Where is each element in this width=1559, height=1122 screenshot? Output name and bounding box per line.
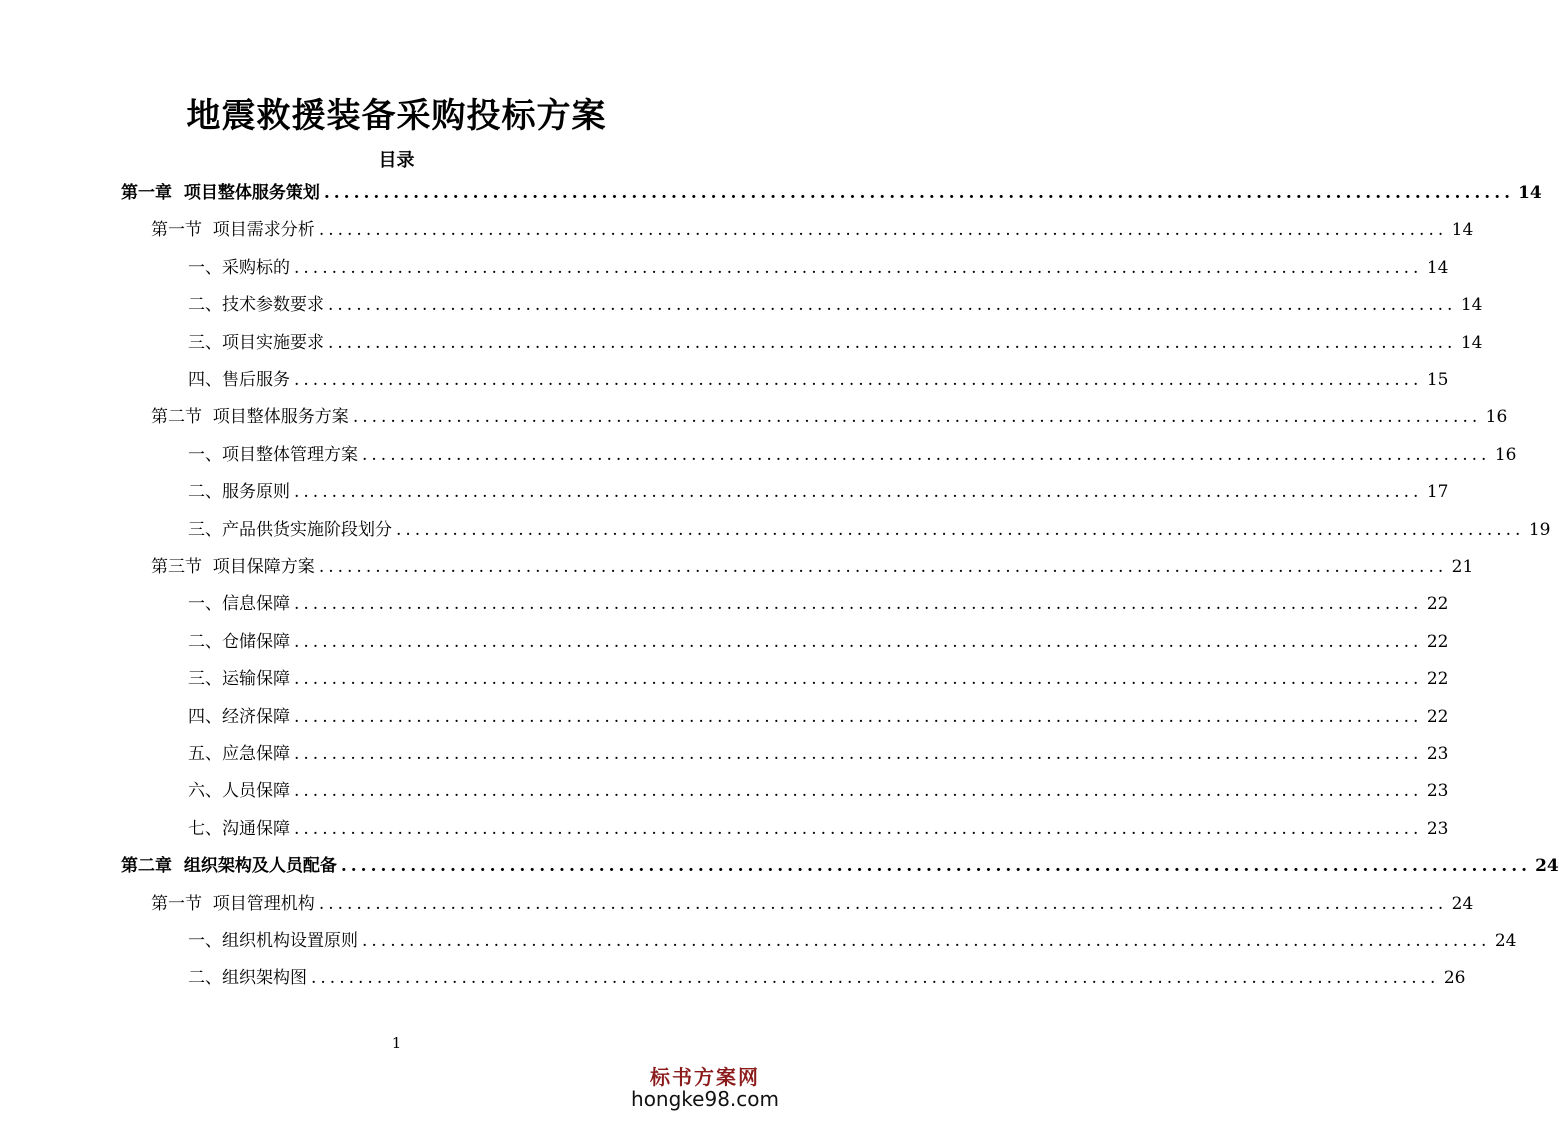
toc-entry-text: 第一节 项目管理机构 (151, 893, 315, 914)
toc-entry-text: 第一章 项目整体服务策划 (121, 183, 320, 203)
toc-dot-leader: ........................................................................................................................ (362, 931, 1491, 951)
toc-entry[interactable] (188, 586, 1449, 623)
toc-entry[interactable] (151, 549, 1474, 586)
toc-entry-page: 14 (1460, 295, 1483, 316)
toc-entry-text: 一、项目整体管理方案 (188, 444, 358, 465)
toc-entry[interactable] (188, 437, 1517, 474)
toc-entry-text: 四、售后服务 (188, 370, 290, 390)
toc-dot-leader: ........................................................................................................................ (328, 332, 1457, 353)
toc-entry-page: 22 (1426, 594, 1449, 615)
toc-entry[interactable] (121, 848, 1559, 885)
toc-heading: 目录 (378, 150, 415, 171)
toc-entry-page: 15 (1426, 370, 1449, 390)
toc-entry-text: 五、应急保障 (188, 744, 290, 764)
toc-entry-text: 二、组织架构图 (188, 968, 307, 989)
toc-entry-text: 二、技术参数要求 (188, 295, 324, 316)
toc-entry-page: 14 (1460, 332, 1483, 353)
toc-entry-text: 三、运输保障 (188, 669, 290, 690)
toc-dot-leader: ........................................................................................................................ (294, 669, 1423, 690)
toc-entry-page: 24 (1451, 893, 1474, 914)
toc-entry-text: 第三节 项目保障方案 (151, 557, 315, 577)
toc-entry-text: 六、人员保障 (188, 781, 290, 802)
toc-entry-text: 一、组织机构设置原则 (188, 931, 358, 951)
watermark (631, 1066, 779, 1110)
toc-entry[interactable] (188, 661, 1449, 698)
toc-dot-leader: ........................................................................................................................ (294, 257, 1423, 278)
toc-entry[interactable] (188, 325, 1483, 362)
toc-entry[interactable] (188, 512, 1551, 549)
toc-entry-text: 第二节 项目整体服务方案 (151, 407, 349, 428)
watermark-name: 标书方案网 (650, 1065, 760, 1089)
toc-entry-page: 17 (1426, 482, 1449, 503)
toc-entry-text: 一、信息保障 (188, 594, 290, 615)
toc-entry-page: 24 (1535, 856, 1559, 877)
toc-dot-leader: ........................................................................................................................ (294, 744, 1423, 764)
watermark-url: hongke98.com (631, 1087, 779, 1111)
toc-entry-page: 14 (1451, 220, 1474, 241)
toc-entry[interactable] (151, 886, 1474, 923)
toc-entry[interactable] (188, 287, 1483, 324)
toc-entry-page: 22 (1426, 631, 1449, 652)
toc-entry-page: 16 (1485, 407, 1508, 428)
toc-entry-page: 22 (1426, 706, 1449, 727)
toc-entry-page: 19 (1528, 519, 1551, 540)
toc-dot-leader: ........................................................................................................................ (294, 706, 1423, 727)
toc-entry-text: 第一节 项目需求分析 (151, 220, 315, 241)
toc-dot-leader: ........................................................................................................................ (323, 183, 1515, 203)
toc-dot-leader: ........................................................................................................................ (311, 968, 1440, 989)
toc-entry-text: 七、沟通保障 (188, 818, 290, 839)
toc-entry[interactable] (121, 175, 1542, 212)
toc-dot-leader: ........................................................................................................................ (396, 519, 1525, 540)
toc-entry[interactable] (151, 212, 1474, 249)
toc-dot-leader: ........................................................................................................................ (294, 370, 1423, 390)
toc-entry-text: 第二章 组织架构及人员配备 (121, 856, 337, 877)
toc-entry-text: 四、经济保障 (188, 706, 290, 727)
toc-entry-text: 三、项目实施要求 (188, 332, 324, 353)
toc-entry-text: 二、服务原则 (188, 482, 290, 503)
toc-dot-leader: ........................................................................................................................ (352, 407, 1482, 428)
toc-entry[interactable] (188, 923, 1517, 960)
toc-entry[interactable] (188, 736, 1449, 773)
toc-entry-text: 二、仓储保障 (188, 631, 290, 652)
document-title: 地震救援装备采购投标方案 (186, 96, 607, 136)
toc-entry[interactable] (188, 250, 1449, 287)
toc-entry-text: 三、产品供货实施阶段划分 (188, 519, 392, 540)
toc-entry-page: 23 (1426, 781, 1449, 802)
toc-dot-leader: ........................................................................................................................ (318, 220, 1448, 241)
toc-dot-leader: ........................................................................................................................ (340, 856, 1532, 877)
toc-entry-page: 14 (1518, 183, 1542, 203)
toc-entry[interactable] (188, 699, 1449, 736)
toc-dot-leader: ........................................................................................................................ (294, 781, 1423, 802)
toc-dot-leader: ........................................................................................................................ (328, 295, 1457, 316)
toc-entry-page: 23 (1426, 818, 1449, 839)
toc-dot-leader: ........................................................................................................................ (318, 557, 1448, 577)
toc-entry[interactable] (188, 474, 1449, 511)
toc-dot-leader: ........................................................................................................................ (294, 631, 1423, 652)
toc-dot-leader: ........................................................................................................................ (294, 482, 1423, 503)
toc-entry[interactable] (151, 399, 1508, 436)
toc-entry[interactable] (188, 362, 1449, 399)
toc-dot-leader: ........................................................................................................................ (294, 818, 1423, 839)
toc-entry-page: 16 (1494, 444, 1517, 465)
toc-entry-page: 23 (1426, 744, 1449, 764)
toc-dot-leader: ........................................................................................................................ (294, 594, 1423, 615)
toc-entry-page: 21 (1451, 557, 1474, 577)
toc-dot-leader: ........................................................................................................................ (318, 893, 1448, 914)
toc-entry[interactable] (188, 811, 1449, 848)
toc-entry-text: 一、采购标的 (188, 257, 290, 278)
toc-entry[interactable] (188, 624, 1449, 661)
toc-entry[interactable] (188, 960, 1466, 997)
page-number: 1 (391, 1034, 402, 1052)
toc-entry-page: 24 (1494, 931, 1517, 951)
toc-entry-page: 22 (1426, 669, 1449, 690)
toc-entry-page: 26 (1443, 968, 1466, 989)
toc-entry[interactable] (188, 773, 1449, 810)
toc-entry-page: 14 (1426, 257, 1449, 278)
toc-dot-leader: ........................................................................................................................ (362, 444, 1491, 465)
